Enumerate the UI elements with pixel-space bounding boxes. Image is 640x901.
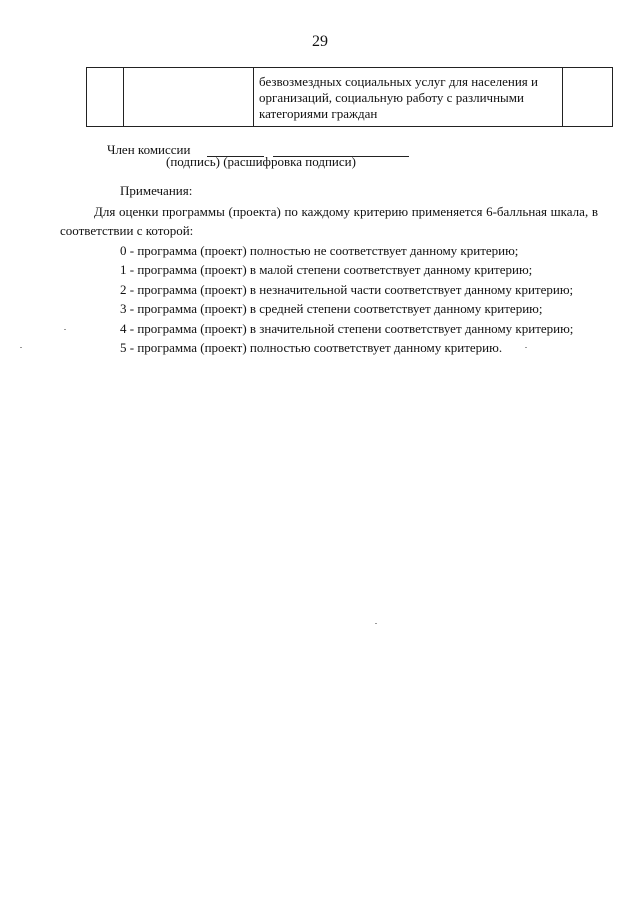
scan-speck xyxy=(20,347,22,348)
page-number: 29 xyxy=(312,33,328,50)
criterion-text: безвозмездных социальных услуг для населения и организаций, социальную работу с различными категориями граждан xyxy=(259,74,538,121)
table-cell-score xyxy=(563,68,613,127)
continuation-table xyxy=(86,67,613,127)
note-item: 1 - программа (проект) в малой степени соответствует данному критерию; xyxy=(120,262,533,277)
scan-speck xyxy=(375,623,377,624)
table-cell-criterion xyxy=(254,68,563,127)
scan-speck xyxy=(64,329,66,330)
note-item: 5 - программа (проект) полностью соответствует данному критерию. xyxy=(120,340,503,355)
note-item: 2 - программа (проект) в незначительной части соответствует данному критерию; xyxy=(120,281,574,297)
table-cell-name xyxy=(124,68,254,127)
signature-hint: (подпись) (расшифровка подписи) xyxy=(166,154,356,169)
note-item: 4 - программа (проект) в значительной степени соответствует данному критерию; xyxy=(120,320,574,336)
notes-intro: Для оценки программы (проекта) по каждому критерию применяется 6-балльная шкала, в соответствии с которой: xyxy=(60,203,598,238)
note-item: 0 - программа (проект) полностью не соответствует данному критерию; xyxy=(120,242,519,258)
note-item: 3 - программа (проект) в средней степени соответствует данному критерию; xyxy=(120,301,543,316)
notes-heading: Примечания: xyxy=(120,183,193,198)
table-cell-number xyxy=(87,68,124,127)
table-row xyxy=(87,68,613,127)
signature-label: Член комиссии xyxy=(107,142,191,157)
notes-section xyxy=(60,181,598,358)
scan-speck xyxy=(525,347,527,348)
